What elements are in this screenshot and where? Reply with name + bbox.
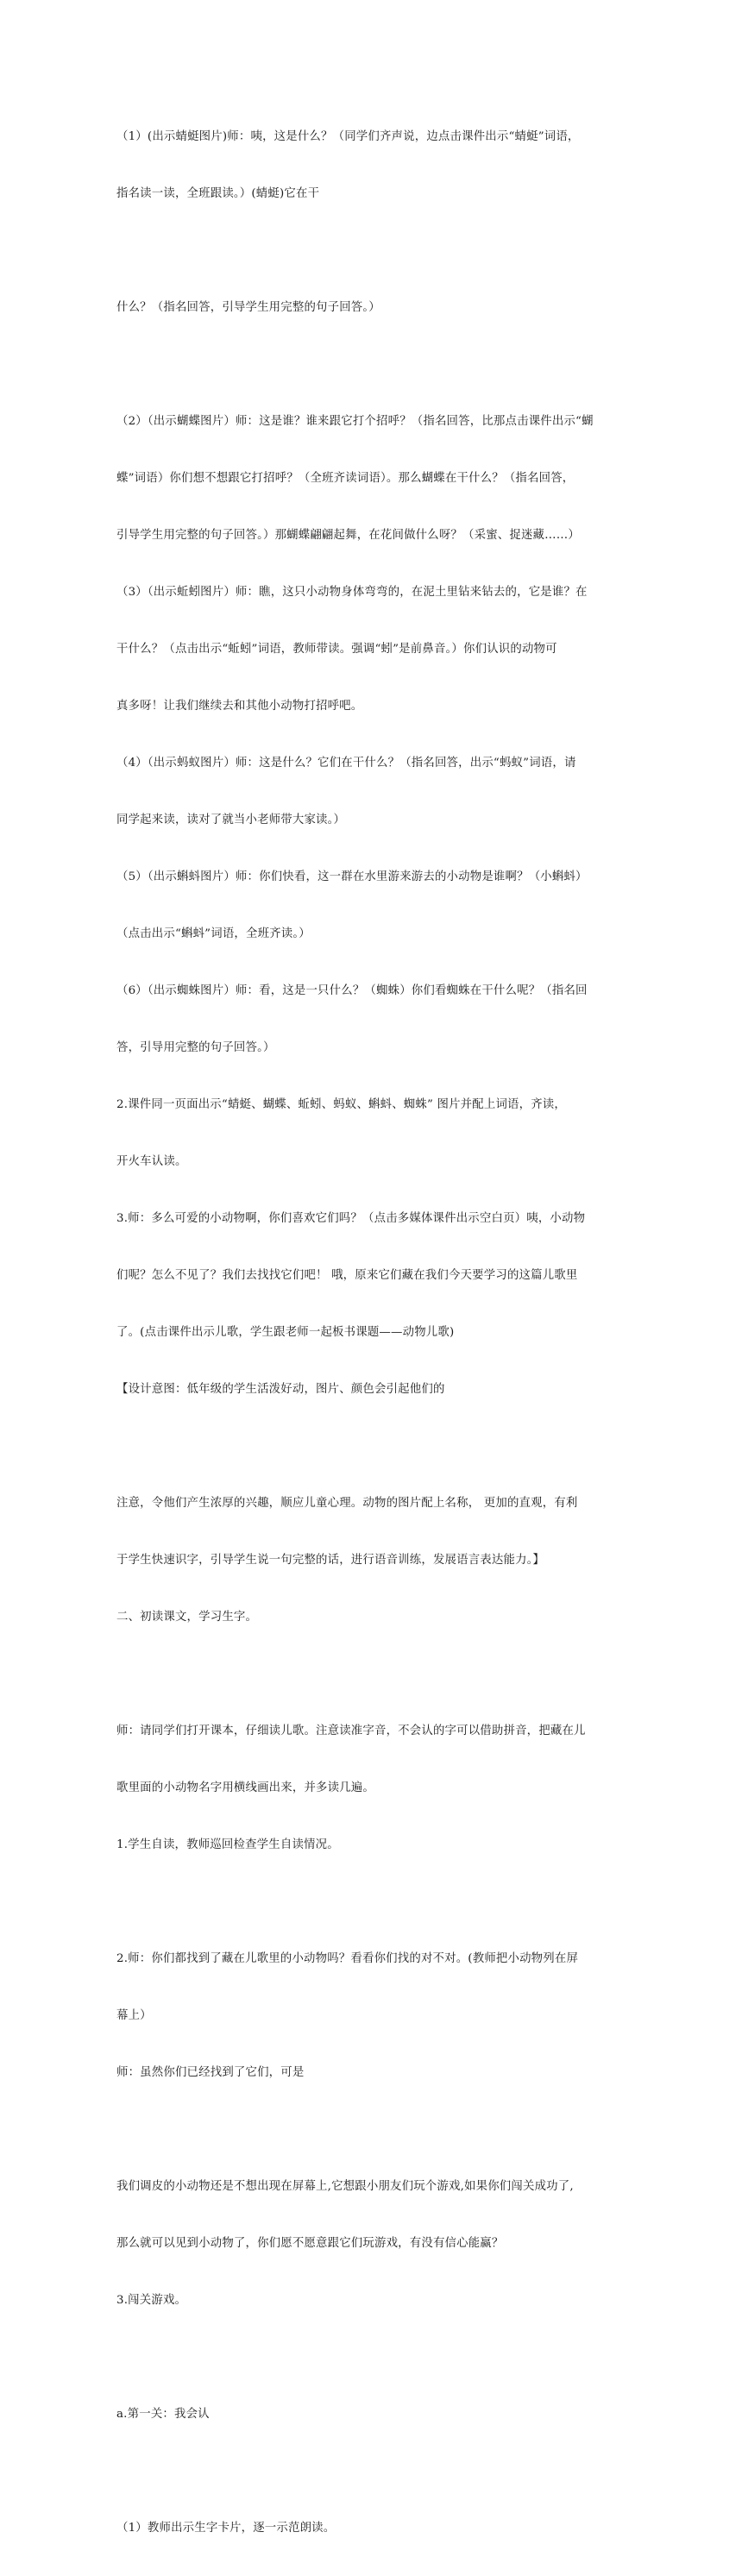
blank-line xyxy=(116,1665,630,1684)
paragraph-line: 引导学生用完整的句子回答。）那蝴蝶翩翩起舞，在花间做什么呀？（采蜜、捉迷藏……） xyxy=(116,529,580,542)
blank-line xyxy=(116,2120,630,2139)
paragraph-line: （4）（出示蚂蚁图片）师：这是什么？它们在干什么？（指名回答，出示“蚂蚁”词语，请 xyxy=(116,757,576,770)
paragraph-line: 真多呀！让我们继续去和其他小动物打招呼吧。 xyxy=(116,700,363,713)
paragraph-line: 开火车认读。 xyxy=(116,1155,187,1168)
blank-line xyxy=(116,242,630,261)
blank-line xyxy=(116,355,630,374)
paragraph-line: （2）（出示蝴蝶图片）师：这是谁？谁来跟它打个招呼？（指名回答，比那点击课件出示“蝴 xyxy=(116,415,594,428)
paragraph-line: （点击出示“蝌蚪”词语，全班齐读。） xyxy=(116,927,311,940)
paragraph-line: （1）教师出示生字卡片，逐一示范朗读。 xyxy=(116,2522,336,2535)
paragraph-line: 2.课件同一页面出示“蜻蜓、蝴蝶、蚯蚓、蚂蚁、蝌蚪、蜘蛛” 图片并配上词语，齐读， xyxy=(116,1098,566,1111)
blank-line xyxy=(116,2462,630,2481)
paragraph-line: 于学生快速识字，引导学生说一句完整的话，进行语音训练，发展语言表达能力。】 xyxy=(116,1554,545,1567)
paragraph-line: 了。(点击课件出示儿歌，学生跟老师一起板书课题——动物儿歌) xyxy=(116,1326,455,1339)
paragraph-line: （3）（出示蚯蚓图片）师：瞧，这只小动物身体弯弯的，在泥土里钻来钻去的，它是谁？在 xyxy=(116,586,588,599)
paragraph-line: 那么就可以见到小动物了，你们愿不愿意跟它们玩游戏，有没有信心能赢？ xyxy=(116,2237,504,2250)
paragraph-line: 【设计意图：低年级的学生活泼好动，图片、颜色会引起他们的 xyxy=(116,1383,445,1396)
paragraph-line: 师：请同学们打开课本，仔细读儿歌。注意读准字音，不会认的字可以借助拼音，把藏在儿 xyxy=(116,1725,586,1737)
paragraph-line: 指名读一读，全班跟读。）(蜻蜓)它在干 xyxy=(116,187,320,200)
paragraph-line: 3.闯关游戏。 xyxy=(116,2294,187,2307)
paragraph-line: 蝶”词语）你们想不想跟它打招呼？（全班齐读词语）。那么蝴蝶在干什么？（指名回答， xyxy=(116,472,575,485)
paragraph-line: 们呢？怎么不见了？我们去找找它们吧！ 哦，原来它们藏在我们今天要学习的这篇儿歌里 xyxy=(116,1269,578,1282)
document-body xyxy=(116,90,630,2576)
section-heading: 二、初读课文，学习生字。 xyxy=(116,1611,258,1624)
paragraph-line: （1）(出示蜻蜓图片)师：咦，这是什么？（同学们齐声说，边点击课件出示“蜻蜓”词语， xyxy=(116,130,580,143)
paragraph-line: 1.学生自读，教师巡回检查学生自读情况。 xyxy=(116,1838,339,1851)
paragraph-line: a.第一关：我会认 xyxy=(116,2408,210,2421)
blank-line xyxy=(116,1437,630,1456)
paragraph-line: 同学起来读，读对了就当小老师带大家读。） xyxy=(116,814,346,826)
paragraph-line: 我们调皮的小动物还是不想出现在屏幕上,它想跟小朋友们玩个游戏,如果你们闯关成功了, xyxy=(116,2180,574,2193)
paragraph-line: 歌里面的小动物名字用横线画出来，并多读几遍。 xyxy=(116,1781,374,1794)
paragraph-line: 3.师：多么可爱的小动物啊，你们喜欢它们吗？（点击多媒体课件出示空白页）咦，小动物 xyxy=(116,1212,586,1225)
paragraph-line: 注意，令他们产生浓厚的兴趣，顺应儿童心理。动物的图片配上名称， 更加的直观，有利 xyxy=(116,1497,578,1510)
paragraph-line: 师：虽然你们已经找到了它们，可是 xyxy=(116,2066,305,2079)
paragraph-line: （6）（出示蜘蛛图片）师：看，这是一只什么？（蜘蛛）你们看蜘蛛在干什么呢？（指名回 xyxy=(116,984,588,997)
paragraph-line: 答，引导用完整的句子回答。） xyxy=(116,1041,275,1054)
paragraph-line: （5）（出示蝌蚪图片）师：你们快看，这一群在水里游来游去的小动物是谁啊？（小蝌蚪） xyxy=(116,870,588,883)
paragraph-line: 干什么？（点击出示“蚯蚓”词语，教师带读。强调“蚓”是前鼻音。）你们认识的动物可 xyxy=(116,643,557,656)
paragraph-line: 2.师：你们都找到了藏在儿歌里的小动物吗？看看你们找的对不对。(教师把小动物列在屏 xyxy=(116,1952,579,1965)
paragraph-line: 幕上） xyxy=(116,2009,152,2022)
blank-line xyxy=(116,2348,630,2367)
blank-line xyxy=(116,1893,630,1912)
paragraph-line: 什么？（指名回答，引导学生用完整的句子回答。） xyxy=(116,301,380,314)
